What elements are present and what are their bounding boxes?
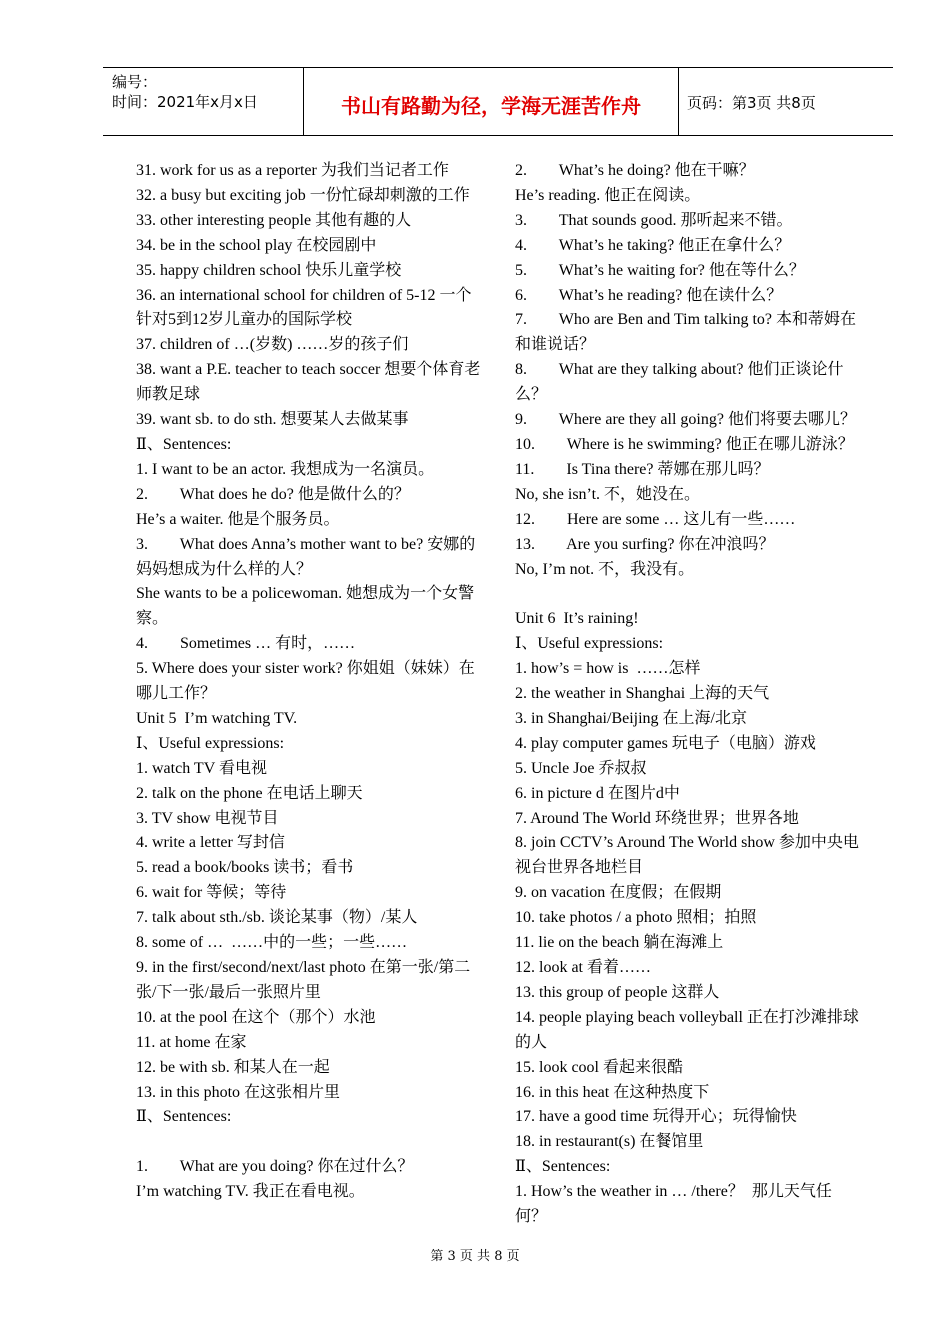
text-line: 38. want a P.E. teacher to teach soccer 想要个体育老师教足球	[136, 361, 481, 404]
text-line: 9. in the first/second/next/last photo 在第一张/第二张/下一张/最后一张照片里	[136, 959, 471, 1001]
text-line: No, she isn’t. 不，她没在。	[515, 485, 701, 503]
text-line: 6. in picture d 在图片d中	[515, 784, 680, 802]
header-divider-right	[678, 67, 679, 135]
text-line: 6. wait for 等候；等待	[136, 884, 287, 902]
text-line: 34. be in the school play 在校园剧中	[136, 236, 377, 254]
text-line: 2. What’s he doing? 他在干嘛？	[515, 162, 755, 179]
text-line: I’m watching TV. 我正在看电视。	[136, 1183, 365, 1201]
text-line: 8. What are they talking about? 他们正谈论什么？	[515, 361, 844, 404]
text-line: 5. What’s he waiting for? 他在等什么？	[515, 261, 805, 279]
text-line: 1. watch TV 看电视	[136, 759, 267, 777]
header-bottom-rule	[103, 135, 893, 136]
text-line: 39. want sb. to do sth. 想要某人去做某事	[136, 411, 409, 429]
text-line: 3. What does Anna’s mother want to be? 安娜的妈妈想成为什么样的人？	[136, 535, 476, 578]
text-line: 2. talk on the phone 在电话上聊天	[136, 784, 363, 802]
text-line: 4. What’s he taking? 他正在拿什么？	[515, 236, 791, 254]
header-meta	[112, 72, 258, 112]
text-line	[136, 1130, 484, 1155]
text-line: 18. in restaurant(s) 在餐馆里	[515, 1133, 704, 1151]
text-line: 11. at home 在家	[136, 1033, 247, 1051]
text-line: 13. Are you surfing? 你在冲浪吗？	[515, 535, 775, 553]
text-line: 10. Where is he swimming? 他正在哪儿游泳？	[515, 435, 854, 453]
text-line: 1. How’s the weather in … /there？ 那儿天气任何？	[515, 1183, 832, 1226]
text-line: 9. Where are they all going? 他们将要去哪儿？	[515, 411, 856, 429]
text-line: 16. in this heat 在这种热度下	[515, 1083, 710, 1101]
text-line: 7. Who are Ben and Tim talking to? 本和蒂姆在和谁说话？	[515, 311, 857, 354]
page-footer: 第 3 页 共 8 页	[430, 1249, 520, 1264]
text-line: Ⅱ、Sentences:	[136, 435, 232, 453]
text-line: 2. the weather in Shanghai 上海的天气	[515, 685, 770, 703]
text-line: 32. a busy but exciting job 一份忙碌却刺激的工作	[136, 186, 470, 204]
text-line: 15. look cool 看起来很酷	[515, 1058, 683, 1076]
text-line: No, I’m not. 不，我没有。	[515, 560, 695, 578]
text-line: 4. Sometimes … 有时，……	[136, 635, 356, 653]
text-line: 31. work for us as a reporter 为我们当记者工作	[136, 162, 449, 179]
time-label: 时间：2021年x月x日	[112, 93, 258, 111]
text-line: 36. an international school for children of 5-12 一个针对5到12岁儿童办的国际学校	[136, 286, 472, 329]
text-line: Ⅱ、Sentences:	[136, 1108, 232, 1126]
text-line: 1. I want to be an actor. 我想成为一名演员。	[136, 460, 435, 478]
text-line: 9. on vacation 在度假；在假期	[515, 884, 722, 902]
header-top-rule	[103, 67, 893, 68]
left-column	[136, 159, 484, 1205]
text-line: 1. how’s = how is ……怎样	[515, 660, 701, 678]
text-line: 5. Uncle Joe 乔叔叔	[515, 759, 647, 777]
number-label: 编号：	[112, 73, 158, 91]
text-line: 33. other interesting people 其他有趣的人	[136, 211, 412, 229]
text-line: 5. Where does your sister work? 你姐姐（妹妹）在哪儿工作？	[136, 660, 475, 703]
text-line: 10. at the pool 在这个（那个）水池	[136, 1008, 376, 1026]
text-line: 17. have a good time 玩得开心；玩得愉快	[515, 1108, 797, 1126]
text-line: 12. look at 看着……	[515, 958, 651, 976]
text-line: Unit 6 It’s raining!	[515, 610, 639, 628]
text-line: 8. join CCTV’s Around The World show 参加中央电视台世界各地栏目	[515, 834, 859, 877]
text-line: Unit 5 I’m watching TV.	[136, 709, 298, 727]
text-line: 13. this group of people 这群人	[515, 983, 720, 1001]
text-line: 6. What’s he reading? 他在读什么？	[515, 286, 783, 304]
right-column	[515, 159, 863, 1230]
text-line: 11. Is Tina there? 蒂娜在那儿吗？	[515, 460, 770, 478]
text-line: 13. in this photo 在这张相片里	[136, 1083, 341, 1101]
text-line: 7. Around The World 环绕世界；世界各地	[515, 809, 799, 827]
text-line: 12. Here are some … 这儿有一些……	[515, 510, 796, 528]
text-line	[515, 582, 863, 607]
text-line: She wants to be a policewoman. 她想成为一个女警察。	[136, 585, 475, 628]
text-line: 4. play computer games 玩电子（电脑）游戏	[515, 734, 816, 752]
header-page-label: 页码：第3页 共8页	[687, 94, 816, 112]
text-line: 12. be with sb. 和某人在一起	[136, 1058, 330, 1076]
text-line: 37. children of …(岁数) ……岁的孩子们	[136, 336, 409, 354]
text-line: 4. write a letter 写封信	[136, 834, 285, 852]
text-line: 3. That sounds good. 那听起来不错。	[515, 211, 793, 229]
text-line: 14. people playing beach volleyball 正在打沙滩排球的人	[515, 1008, 859, 1051]
text-line: 8. some of … ……中的一些；一些……	[136, 934, 408, 952]
text-line: 35. happy children school 快乐儿童学校	[136, 261, 402, 279]
text-line: 11. lie on the beach 躺在海滩上	[515, 934, 724, 952]
text-line: 3. in Shanghai/Beijing 在上海/北京	[515, 709, 747, 727]
header-motto: 书山有路勤为径，学海无涯苦作舟	[341, 94, 641, 118]
text-line: Ⅰ、Useful expressions:	[515, 635, 664, 653]
text-line: Ⅱ、Sentences:	[515, 1158, 611, 1176]
text-line: 3. TV show 电视节目	[136, 809, 279, 827]
text-line: 7. talk about sth./sb. 谈论某事（物）/某人	[136, 909, 418, 927]
text-line: 5. read a book/books 读书；看书	[136, 859, 354, 877]
text-line: He’s a waiter. 他是个服务员。	[136, 510, 340, 528]
text-line: 10. take photos / a photo 照相；拍照	[515, 909, 757, 927]
text-line: 2. What does he do? 他是做什么的？	[136, 485, 410, 503]
text-line: Ⅰ、Useful expressions:	[136, 734, 285, 752]
text-line: 1. What are you doing? 你在过什么？	[136, 1158, 414, 1176]
text-line: He’s reading. 他正在阅读。	[515, 186, 701, 204]
